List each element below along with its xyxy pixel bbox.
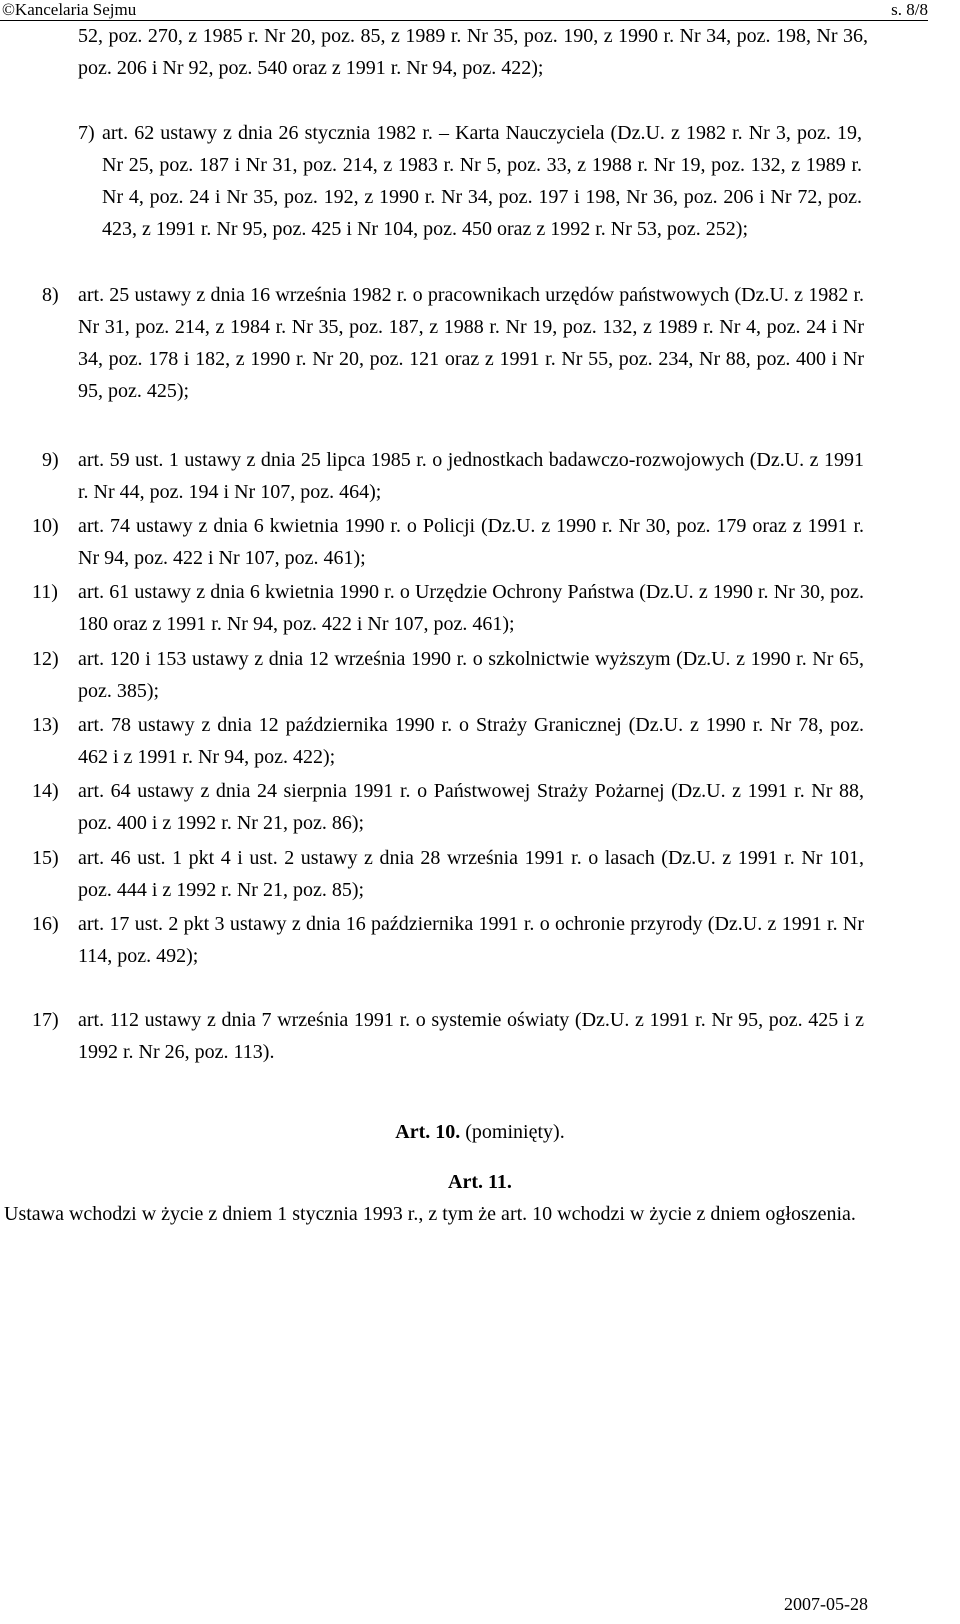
list-item — [42, 444, 864, 508]
item-number: 13) — [32, 714, 59, 736]
item-text: art. 78 ustawy z dnia 12 października 1990 r. o Straży Granicznej (Dz.U. z 1990 r. Nr 78, poz. 462 i z 1991 r. Nr 94, poz. 422); — [78, 714, 864, 768]
list-item — [32, 842, 864, 906]
item-text: art. 59 ust. 1 ustawy z dnia 25 lipca 1985 r. o jednostkach badawczo-rozwojowych (Dz.U. z 1991 r. Nr 44, poz. 194 i Nr 107, poz. 464); — [78, 449, 864, 503]
item-text: art. 120 i 153 ustawy z dnia 12 września 1990 r. o szkolnictwie wyższym (Dz.U. z 1990 r. Nr 65, poz. 385); — [78, 648, 864, 702]
item-text: art. 61 ustawy z dnia 6 kwietnia 1990 r. o Urzędzie Ochrony Państwa (Dz.U. z 1990 r. Nr 30, poz. 180 oraz z 1991 r. Nr 94, poz. 422 i Nr 107, poz. 461); — [78, 581, 864, 635]
item-text: art. 46 ust. 1 pkt 4 i ust. 2 ustawy z dnia 28 września 1991 r. o lasach (Dz.U. z 1991 r. Nr 101, poz. 444 i z 1992 r. Nr 21, poz. 85); — [78, 847, 864, 901]
list-item — [32, 510, 864, 574]
item-number: 14) — [32, 780, 59, 802]
item-number: 12) — [32, 648, 59, 670]
item-number: 16) — [32, 913, 59, 935]
item-number: 9) — [42, 449, 59, 471]
continuation-paragraph: 52, poz. 270, z 1985 r. Nr 20, poz. 85, z 1989 r. Nr 35, poz. 190, z 1990 r. Nr 34, poz. 198, Nr 36, poz. 206 i Nr 92, poz. 540 oraz z 1991 r. Nr 94, poz. 422); — [78, 25, 868, 79]
item-number: 11) — [32, 581, 58, 603]
item-number: 10) — [32, 515, 59, 537]
item-text: art. 64 ustawy z dnia 24 sierpnia 1991 r. o Państwowej Straży Pożarnej (Dz.U. z 1991 r. Nr 88, poz. 400 i z 1992 r. Nr 21, poz. 86); — [78, 780, 864, 834]
article-11-title: Art. 11. — [448, 1171, 512, 1193]
item-text: art. 25 ustawy z dnia 16 września 1982 r. o pracownikach urzędów państwowych (Dz.U. z 1982 r. Nr 31, poz. 214, z 1984 r. Nr 35, poz. 187, z 1988 r. Nr 19, poz. 132, z 1989 r. Nr 4, poz. 24 i Nr 34, poz. 178 i 182, z 1990 r. Nr 20, poz. 121 oraz z 1991 r. Nr 55, poz. 234, Nr 88, poz. 400 i Nr 95, poz. 425); — [78, 284, 864, 402]
item-number: 7) — [78, 122, 95, 144]
header-copyright: ©Kancelaria Sejmu — [2, 0, 137, 19]
item-text: art. 62 ustawy z dnia 26 stycznia 1982 r. – Karta Nauczyciela (Dz.U. z 1982 r. Nr 3, poz. 19, Nr 25, poz. 187 i Nr 31, poz. 214, z 1983 r. Nr 5, poz. 33, z 1988 r. Nr 19, poz. 132, z 1989 r. Nr 4, poz. 24 i Nr 35, poz. 192, z 1990 r. Nr 34, poz. 197 i 198, Nr 36, poz. 206 i Nr 72, poz. 423, z 1991 r. Nr 95, poz. 425 i Nr 104, poz. 450 oraz z 1992 r. Nr 53, poz. 252); — [102, 122, 862, 240]
item-number: 15) — [32, 847, 59, 869]
article-11-text: Ustawa wchodzi w życie z dniem 1 stycznia 1993 r., z tym że art. 10 wchodzi w życie z dniem ogłoszenia. — [4, 1203, 856, 1225]
item-text: art. 17 ust. 2 pkt 3 ustawy z dnia 16 października 1991 r. o ochronie przyrody (Dz.U. z 1991 r. Nr 114, poz. 492); — [78, 913, 864, 967]
article-10-note: (pominięty). — [465, 1121, 565, 1143]
article-10-title: Art. 10. — [395, 1121, 461, 1143]
list-item — [32, 576, 864, 640]
list-item — [32, 709, 864, 773]
item-number: 17) — [32, 1009, 59, 1031]
continuation-text — [78, 20, 868, 84]
article-10-heading — [0, 1116, 960, 1148]
header-page-number: s. 8/8 — [891, 0, 928, 19]
list-item — [32, 643, 864, 707]
footer-date: 2007-05-28 — [784, 1594, 868, 1614]
list-item — [32, 775, 864, 839]
list-item — [78, 117, 862, 245]
list-item — [32, 1004, 864, 1068]
list-item — [32, 908, 864, 972]
article-11-heading — [0, 1166, 960, 1198]
item-text: art. 74 ustawy z dnia 6 kwietnia 1990 r. o Policji (Dz.U. z 1990 r. Nr 30, poz. 179 oraz z 1991 r. Nr 94, poz. 422 i Nr 107, poz. 461); — [78, 515, 864, 569]
item-number: 8) — [42, 284, 59, 306]
item-text: art. 112 ustawy z dnia 7 września 1991 r. o systemie oświaty (Dz.U. z 1991 r. Nr 95, poz. 425 i z 1992 r. Nr 26, poz. 113). — [78, 1009, 864, 1063]
list-item — [42, 279, 864, 407]
